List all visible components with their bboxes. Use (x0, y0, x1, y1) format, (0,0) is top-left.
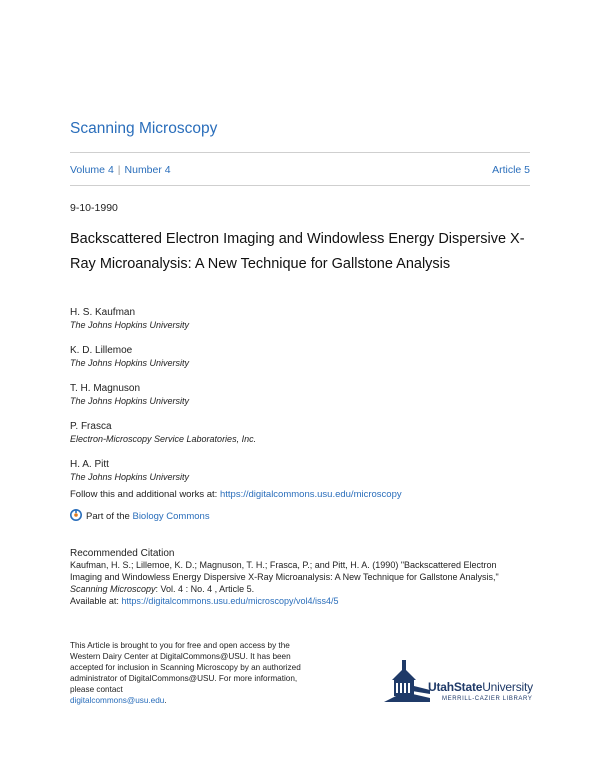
author-name: T. H. Magnuson (70, 383, 141, 394)
citation-volume: : Vol. 4 : No. 4 , Article 5. (155, 584, 255, 594)
divider-top (70, 152, 530, 153)
author-affiliation: The Johns Hopkins University (70, 472, 190, 482)
usu-library-logo (384, 658, 544, 708)
author-name: H. A. Pitt (70, 459, 109, 470)
follow-text: Follow this and additional works at: (70, 489, 220, 500)
email-suffix: . (164, 696, 167, 705)
commons-network-icon (70, 509, 82, 524)
article-title: Backscattered Electron Imaging and Windowless Energy Dispersive X-Ray Microanalysis: A New Technique for Gallstone Analysis (70, 231, 525, 272)
collection-link[interactable]: https://digitalcommons.usu.edu/microscopy (219, 489, 402, 500)
author-name: K. D. Lillemoe (70, 345, 133, 356)
biology-commons-link[interactable]: Biology Commons (132, 511, 210, 522)
available-label: Available at: (70, 596, 122, 606)
author-affiliation: Electron-Microscopy Service Laboratories, Inc. (70, 434, 257, 444)
part-of-line (70, 509, 210, 524)
contact-email-link[interactable]: digitalcommons@usu.edu (70, 696, 165, 705)
part-of-text: Part of the (86, 511, 133, 522)
author-entry (70, 420, 530, 446)
logo-subtitle: MERRILL-CAZIER LIBRARY (442, 696, 533, 702)
author-entry (70, 344, 530, 370)
access-text: This Article is brought to you for free and open access by the Western Dairy Center at DigitalCommons@USU. It has been accepted for inclusion in Scanning Microscopy by an authorized administrator of DigitalCommons@USU. For more information, please contact (70, 641, 301, 694)
author-affiliation: The Johns Hopkins University (70, 396, 190, 406)
author-entry (70, 306, 530, 332)
number-link[interactable]: Number 4 (124, 164, 171, 176)
access-statement (70, 640, 310, 706)
follow-line (70, 489, 402, 500)
author-name: P. Frasca (70, 421, 112, 432)
logo-name-bold: UtahState (428, 680, 483, 694)
author-affiliation: The Johns Hopkins University (70, 358, 190, 368)
journal-title[interactable]: Scanning Microscopy (70, 120, 218, 137)
citation-heading: Recommended Citation (70, 548, 175, 559)
author-affiliation: The Johns Hopkins University (70, 320, 190, 330)
citation-text: Kaufman, H. S.; Lillemoe, K. D.; Magnuson, T. H.; Frasca, P.; and Pitt, H. A. (1990) "Backscattered Electron Imaging and Windowless Energy Dispersive X-Ray Microanalysis: A New Technique for Gallstone Analysis," (70, 560, 499, 582)
author-entry (70, 382, 530, 408)
article-link[interactable]: Article 5 (492, 164, 530, 176)
author-entry (70, 458, 530, 484)
volume-row (70, 164, 530, 176)
author-list (70, 306, 530, 496)
publication-date: 9-10-1990 (70, 202, 118, 214)
separator: | (117, 164, 121, 176)
author-name: H. S. Kaufman (70, 307, 136, 318)
citation-body (70, 559, 530, 607)
logo-name-regular: University (482, 680, 533, 694)
volume-link[interactable]: Volume 4 (70, 164, 114, 176)
article-url-link[interactable]: https://digitalcommons.usu.edu/microscopy/vol4/iss4/5 (121, 596, 339, 606)
citation-journal: Scanning Microscopy (70, 584, 156, 594)
divider-bottom (70, 185, 530, 186)
